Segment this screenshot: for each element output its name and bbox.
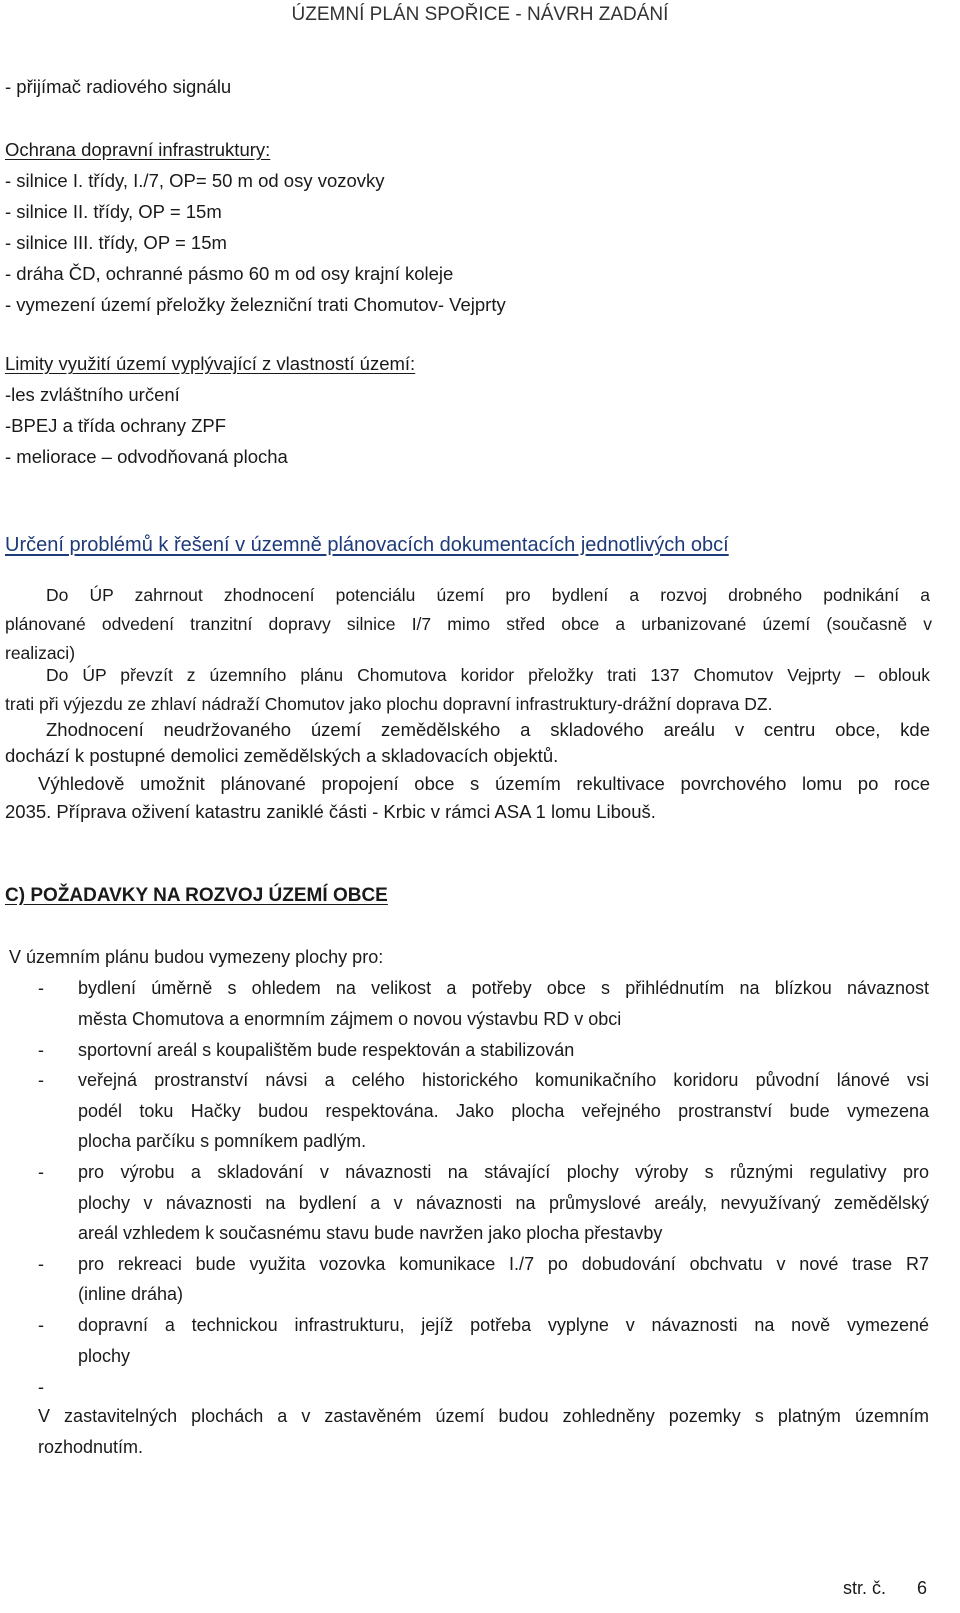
bullet-line: plochy v návaznosti na bydlení a v návaznosti na průmyslové areály, nevyužívaný zemědělský bbox=[78, 1193, 929, 1213]
bullet-dash: - bbox=[38, 1315, 44, 1335]
intro-text: V územním plánu budou vymezeny plochy pro: bbox=[9, 947, 384, 967]
paragraph-line: dochází k postupné demolici zemědělských a skladovacích objektů. bbox=[5, 745, 559, 766]
bullet-dash: - bbox=[38, 978, 44, 998]
paragraph-line: trati při výjezdu ze zhlaví nádraží Chomutov jako plochu dopravní infrastruktury-drážní doprava DZ. bbox=[5, 694, 773, 714]
list-item: - přijímač radiového signálu bbox=[5, 76, 232, 97]
bullet-line: sportovní areál s koupalištěm bude respektován a stabilizován bbox=[78, 1040, 575, 1060]
page-label: str. č. bbox=[843, 1578, 887, 1598]
bullet-line: areál vzhledem k současnému stavu bude navržen jako plocha přestavby bbox=[78, 1223, 663, 1243]
bullet-dash: - bbox=[38, 1254, 44, 1274]
list-item: - meliorace – odvodňovaná plocha bbox=[5, 446, 288, 467]
section-heading-ochrana: Ochrana dopravní infrastruktury: bbox=[5, 139, 271, 160]
bullet-dash: - bbox=[38, 1070, 44, 1090]
section-heading-c: C) POŽADAVKY NA ROZVOJ ÚZEMÍ OBCE bbox=[5, 885, 388, 906]
bullet-line: podél toku Hačky budou respektována. Jako plocha veřejného prostranství bude vymezena bbox=[78, 1101, 929, 1121]
paragraph-line: Do ÚP zahrnout zhodnocení potenciálu území pro bydlení a rozvoj drobného podnikání a bbox=[46, 585, 930, 605]
list-item: - vymezení území přeložky železniční trati Chomutov- Vejprty bbox=[5, 294, 506, 315]
closing-line: V zastavitelných plochách a v zastavěném území budou zohledněny pozemky s platným územním bbox=[38, 1406, 929, 1426]
list-item: -les zvláštního určení bbox=[5, 384, 180, 405]
list-item: - silnice II. třídy, OP = 15m bbox=[5, 201, 222, 222]
bullet-dash: - bbox=[38, 1162, 44, 1182]
paragraph-line: plánované odvedení tranzitní dopravy silnice I/7 mimo střed obce a urbanizované území (současně v bbox=[5, 614, 932, 634]
section-heading-urceni: Určení problémů k řešení v územně plánovacích dokumentacích jednotlivých obcí bbox=[5, 534, 729, 556]
section-heading-limity: Limity využití území vyplývající z vlastností území: bbox=[5, 353, 416, 374]
bullet-line: bydlení úměrně s ohledem na velikost a potřeby obce s přihlédnutím na blízkou návaznost bbox=[78, 978, 929, 998]
closing-line: rozhodnutím. bbox=[38, 1437, 144, 1457]
bullet-dash: - bbox=[38, 1377, 44, 1397]
bullet-line: pro rekreaci bude využita vozovka komunikace I./7 po dobudování obchvatu v nové trase R7 bbox=[78, 1254, 929, 1274]
list-item: - silnice I. třídy, I./7, OP= 50 m od osy vozovky bbox=[5, 170, 385, 191]
bullet-line: plocha parčíku s pomníkem padlým. bbox=[78, 1131, 367, 1151]
paragraph-line: Do ÚP převzít z územního plánu Chomutova koridor přeložky trati 137 Chomutov Vejprty – oblouk bbox=[46, 665, 930, 685]
paragraph-line: Zhodnocení neudržovaného území zemědělského a skladového areálu v centru obce, kde bbox=[46, 719, 930, 740]
bullet-line: města Chomutova a enormním zájmem o novou výstavbu RD v obci bbox=[78, 1009, 622, 1029]
bullet-dash: - bbox=[38, 1040, 44, 1060]
bullet-line: pro výrobu a skladování v návaznosti na stávající plochy výroby s různými regulativy pro bbox=[78, 1162, 929, 1182]
list-item: - dráha ČD, ochranné pásmo 60 m od osy krajní koleje bbox=[5, 263, 454, 284]
page-number: 6 bbox=[917, 1578, 928, 1598]
bullet-line: dopravní a technickou infrastrukturu, jejíž potřeba vyplyne v návaznosti na nově vymezené bbox=[78, 1315, 929, 1335]
paragraph-line: realizaci) bbox=[5, 643, 76, 663]
list-item: - silnice III. třídy, OP = 15m bbox=[5, 232, 227, 253]
list-item: -BPEJ a třída ochrany ZPF bbox=[5, 415, 227, 436]
bullet-line: plochy bbox=[78, 1346, 131, 1366]
bullet-line: (inline dráha) bbox=[78, 1284, 184, 1304]
paragraph-line: Výhledově umožnit plánované propojení obce s územím rekultivace povrchového lomu po roce bbox=[38, 773, 930, 794]
bullet-line: veřejná prostranství návsi a celého historického komunikačního koridoru původní lánové vsi bbox=[78, 1070, 929, 1090]
paragraph-line: 2035. Příprava oživení katastru zaniklé části - Krbic v rámci ASA 1 lomu Libouš. bbox=[5, 801, 656, 822]
page-header: ÚZEMNÍ PLÁN SPOŘICE - NÁVRH ZADÁNÍ bbox=[291, 4, 669, 25]
